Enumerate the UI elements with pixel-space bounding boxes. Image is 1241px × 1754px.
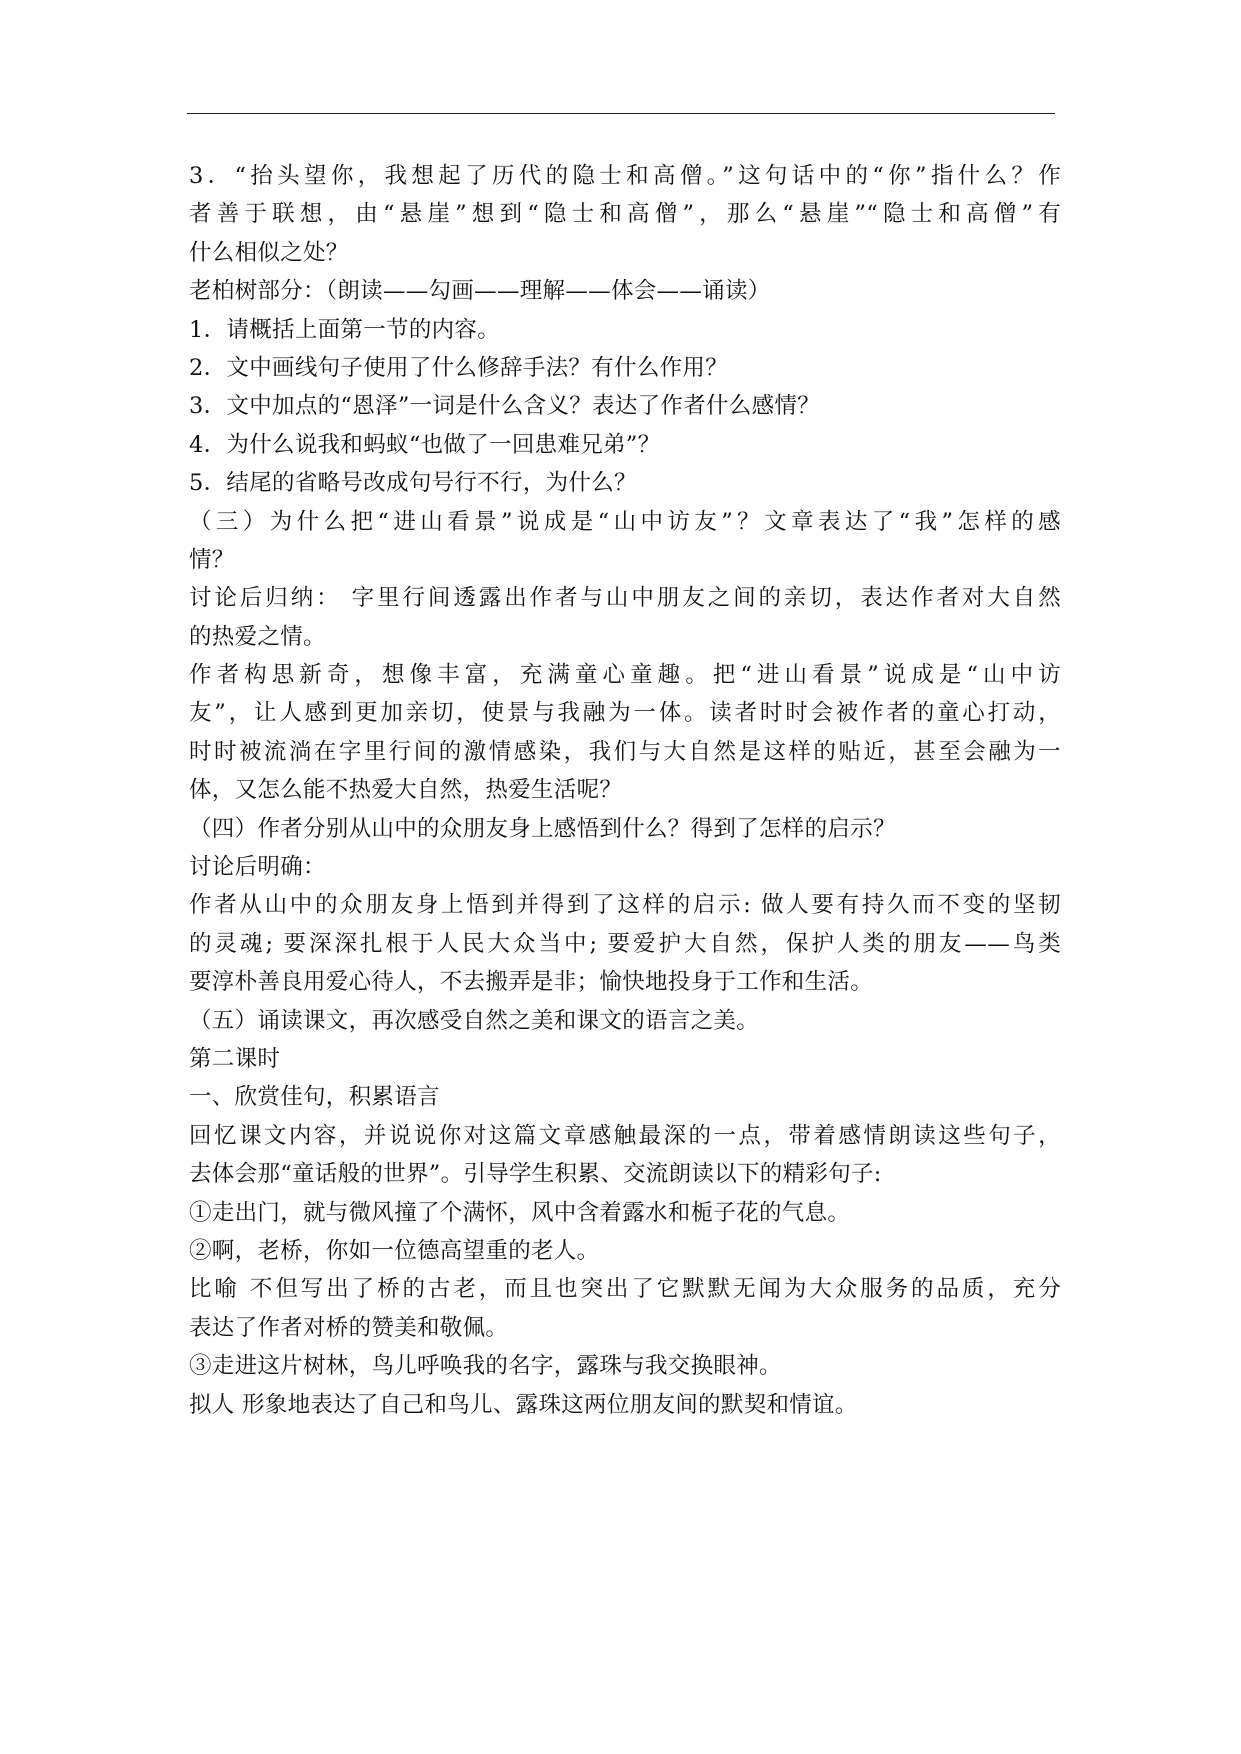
text-line: （五）诵读课文，再次感受自然之美和课文的语言之美。 bbox=[189, 1007, 760, 1034]
text-line: 3．文中加点的“恩泽”一词是什么含义？表达了作者什么感情？ bbox=[189, 393, 821, 420]
text-line: ①走出门，就与微风撞了个满怀，风中含着露水和栀子花的气息。 bbox=[189, 1199, 851, 1226]
text-line: 体，又怎么能不热爱大自然，热爱生活呢？ bbox=[189, 777, 623, 804]
document-body bbox=[189, 157, 1061, 1424]
text-line: 回忆课文内容，并说说你对这篇文章感触最深的一点，带着感情朗读这些句子， bbox=[189, 1122, 1061, 1149]
text-line: 友”，让人感到更加亲切，使景与我融为一体。读者时时会被作者的童心打动， bbox=[189, 700, 1061, 727]
text-line: （三）为什么把“进山看景”说成是“山中访友”？文章表达了“我”怎样的感 bbox=[189, 508, 1061, 535]
text-line: 的灵魂; 要深深扎根于人民大众当中; 要爱护大自然，保护人类的朋友——鸟类 bbox=[189, 930, 1061, 957]
text-line: 讨论后归纳： 字里行间透露出作者与山中朋友之间的亲切，表达作者对大自然 bbox=[189, 585, 1061, 612]
text-line: （四）作者分别从山中的众朋友身上感悟到什么？得到了怎样的启示？ bbox=[189, 815, 896, 842]
text-line: 1．请概括上面第一节的内容。 bbox=[189, 316, 501, 343]
text-line: 者善于联想，由“悬崖”想到“隐士和高僧”，那么“悬崖”“隐士和高僧”有 bbox=[189, 201, 1061, 228]
text-line: 第二课时 bbox=[189, 1045, 281, 1072]
text-line: 作者构思新奇，想像丰富，充满童心童趣。把“进山看景”说成是“山中访 bbox=[189, 662, 1061, 689]
text-line: 一、欣赏佳句，积累语言 bbox=[189, 1084, 440, 1111]
text-line: 时时被流淌在字里行间的激情感染，我们与大自然是这样的贴近，甚至会融为一 bbox=[189, 738, 1061, 765]
text-line: 作者从山中的众朋友身上悟到并得到了这样的启示: 做人要有持久而不变的坚韧 bbox=[189, 892, 1061, 919]
text-line: 讨论后明确： bbox=[189, 854, 326, 881]
header-rule bbox=[187, 113, 1055, 114]
text-line: 表达了作者对桥的赞美和敬佩。 bbox=[189, 1314, 509, 1341]
text-line: 老柏树部分：（朗读——勾画——理解——体会——诵读） bbox=[189, 278, 771, 305]
text-line: 什么相似之处？ bbox=[189, 239, 349, 266]
text-line: 情？ bbox=[189, 546, 235, 573]
text-line: 要淳朴善良用爱心待人，不去搬弄是非；愉快地投身于工作和生活。 bbox=[189, 969, 874, 996]
text-line: 3．“抬头望你，我想起了历代的隐士和高僧。”这句话中的“你”指什么？作 bbox=[189, 163, 1061, 189]
text-line: 5．结尾的省略号改成句号行不行，为什么？ bbox=[189, 470, 637, 497]
text-line: 拟人 形象地表达了自己和鸟儿、露珠这两位朋友间的默契和情谊。 bbox=[189, 1391, 858, 1418]
text-line: 比喻 不但写出了桥的古老，而且也突出了它默默无闻为大众服务的品质，充分 bbox=[189, 1276, 1061, 1303]
text-line: 去体会那“童话般的世界”。引导学生积累、交流朗读以下的精彩句子: bbox=[189, 1161, 882, 1188]
text-line: ②啊，老桥，你如一位德高望重的老人。 bbox=[189, 1237, 600, 1264]
text-line: ③走进这片树林，鸟儿呼唤我的名字，露珠与我交换眼神。 bbox=[189, 1353, 782, 1380]
text-line: 4．为什么说我和蚂蚁“也做了一回患难兄弟”？ bbox=[189, 431, 661, 458]
text-line: 2．文中画线句子使用了什么修辞手法？有什么作用？ bbox=[189, 354, 729, 381]
text-line: 的热爱之情。 bbox=[189, 623, 326, 650]
